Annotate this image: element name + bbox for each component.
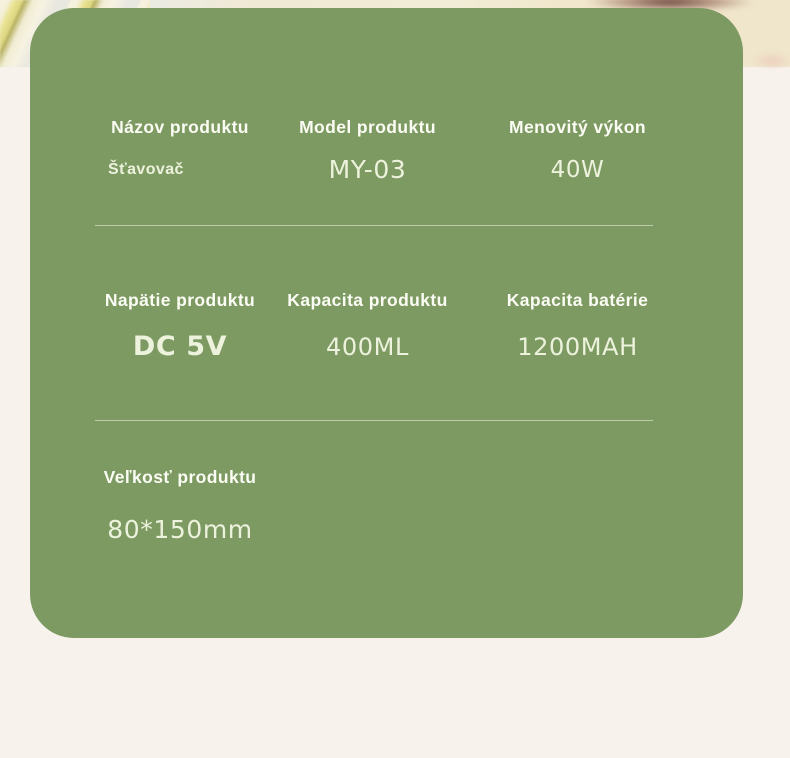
capacity-value: 400ML: [326, 333, 409, 361]
battery-label: Kapacita batérie: [506, 290, 649, 310]
spec-cell-product-name: [95, 116, 265, 184]
spec-cell-size: [95, 466, 265, 544]
spec-cell-model: [265, 116, 470, 184]
product-name-label: Názov produktu: [111, 117, 249, 137]
model-value: MY-03: [328, 155, 407, 184]
spec-cell-rated-power: [470, 116, 685, 184]
spec-row-1: [95, 116, 695, 184]
spec-cell-battery: [470, 289, 685, 361]
rated-power-value: 40W: [550, 157, 605, 183]
product-name-value: Šťavovač: [108, 161, 184, 178]
spec-cell-voltage: [95, 289, 265, 361]
product-spec-card: [30, 8, 743, 638]
spec-row-2: [95, 289, 695, 361]
size-label: Veľkosť produktu: [103, 467, 257, 487]
spec-cell-capacity: [265, 289, 470, 361]
model-label: Model produktu: [299, 117, 436, 137]
voltage-value: DC 5V: [132, 331, 228, 362]
capacity-label: Kapacita produktu: [287, 290, 448, 310]
divider-1: [95, 225, 653, 226]
spec-row-3: [95, 466, 695, 544]
rated-power-label: Menovitý výkon: [509, 117, 646, 137]
size-value: 80*150mm: [107, 515, 253, 544]
divider-2: [95, 420, 653, 421]
background-pink-smudge: [752, 52, 790, 70]
voltage-label: Napätie produktu: [104, 290, 256, 310]
battery-value: 1200MAH: [517, 333, 638, 361]
